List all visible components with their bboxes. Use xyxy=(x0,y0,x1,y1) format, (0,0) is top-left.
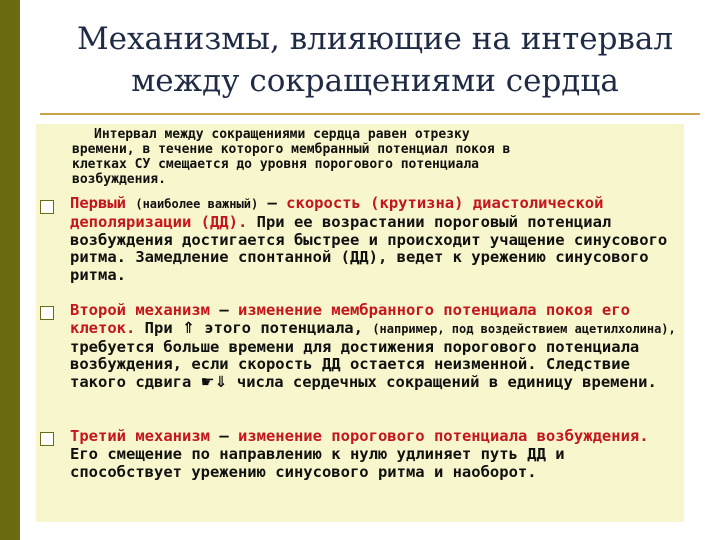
list-item-second-mechanism xyxy=(70,302,682,392)
title-divider xyxy=(40,113,700,115)
intro-line-2: времени, в течение которого мембранный потенциал покоя в xyxy=(72,142,511,157)
bullet-square-icon xyxy=(40,432,54,446)
arrows-icon: ☛⇓ xyxy=(200,373,228,392)
intro-line-3: клетках СУ смещается до уровня порогового потенциала xyxy=(72,157,479,172)
item-text: При xyxy=(135,318,182,337)
item-dash: — xyxy=(209,301,238,319)
item-highlight: изменение порогового потенциала возбуждения. xyxy=(237,427,649,445)
item-text: требуется больше времени для достижения порогового потенциала возбуждения, если скорость ДД остается неизменной. Следствие такого сдвига xyxy=(70,337,640,392)
item-text: При ее возрастании пороговый потенциал возбуждения достигается быстрее и происходит учащение синусового ритма. Замедление спонтанной (ДД), ведет к урежению синусового ритма. xyxy=(70,212,668,285)
left-accent-bar xyxy=(0,0,20,540)
title-line-2: между сокращениями сердца xyxy=(131,63,619,99)
item-lead: Первый xyxy=(70,194,126,212)
intro-line-4: возбуждения. xyxy=(72,172,166,187)
bullet-square-icon xyxy=(40,306,54,320)
item-note: (например, под воздействием ацетилхолина), xyxy=(372,321,676,336)
item-dash: — xyxy=(209,427,238,445)
arrow-up-icon: ⇑ xyxy=(182,318,195,337)
intro-paragraph xyxy=(72,127,672,187)
intro-line-1: Интервал между сокращениями сердца равен отрезку xyxy=(94,127,470,142)
title-line-1: Механизмы, влияющие на интервал xyxy=(76,21,674,57)
item-text: Его смещение по направлению к нулю удлиняет путь ДД и способствует урежению синусового ритма и наоборот. xyxy=(70,444,565,481)
item-highlight: изменение мембранного потенциала покоя его клеток. xyxy=(70,301,630,337)
item-text: числа сердечных сокращений в единицу времени. xyxy=(227,373,657,392)
list-item-first-mechanism xyxy=(70,195,682,285)
slide-title xyxy=(40,18,710,102)
item-lead: Второй механизм xyxy=(70,301,210,319)
item-note: (наиболее важный) xyxy=(135,197,259,211)
item-dash: — xyxy=(258,194,287,212)
item-highlight: скорость (крутизна) диастолической деполяризации (ДД). xyxy=(70,194,604,231)
list-item-third-mechanism xyxy=(70,428,682,481)
item-lead: Третий механизм xyxy=(70,427,210,445)
bullet-square-icon xyxy=(40,200,54,214)
item-text: этого потенциала, xyxy=(195,318,373,337)
